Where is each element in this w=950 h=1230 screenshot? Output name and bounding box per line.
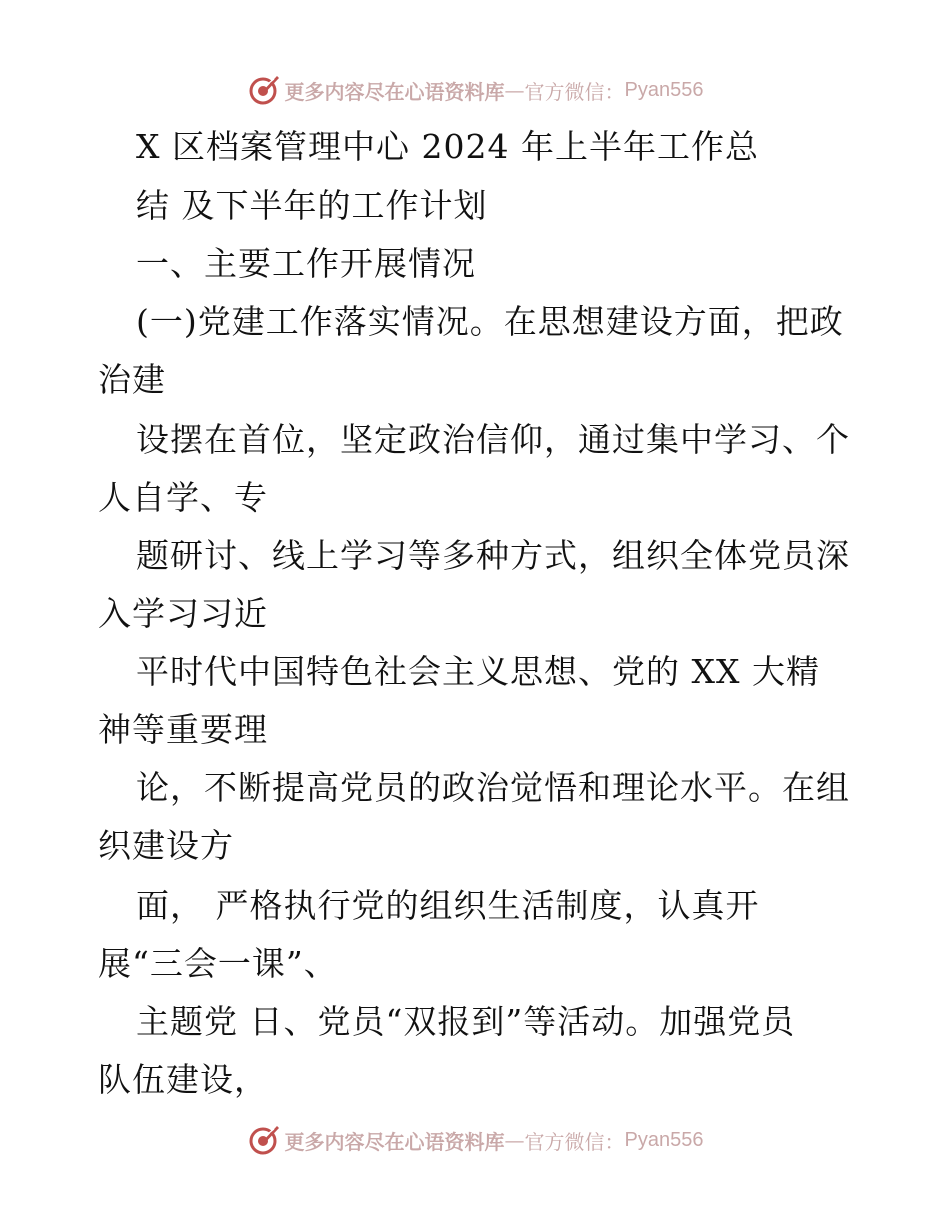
banner-brand: 更多内容尽在心语资料库 bbox=[284, 1129, 505, 1154]
paragraph-line: 主题党 日、党员“双报到”等活动。加强党员 bbox=[136, 1002, 796, 1041]
paragraph-line: 平时代中国特色社会主义思想、党的 XX 大精 bbox=[136, 652, 820, 691]
banner-wechat-handle: Pyan556 bbox=[624, 78, 704, 101]
paragraph-line: 题研讨、线上学习等多种方式，组织全体党员深 bbox=[136, 536, 850, 575]
paragraph-line: 神等重要理 bbox=[98, 710, 268, 749]
banner-wechat-handle: Pyan556 bbox=[624, 1128, 704, 1151]
paragraph-line: 治建 bbox=[98, 360, 166, 399]
paragraph-line: 人自学、专 bbox=[98, 478, 268, 517]
paragraph-line: 面， 严格执行党的组织生活制度，认真开 bbox=[136, 886, 760, 925]
title-line-2: 结 及下半年的工作计划 bbox=[136, 186, 488, 225]
banner-official-label: 官方微信： bbox=[524, 1129, 625, 1154]
paragraph-line: 织建设方 bbox=[98, 826, 234, 865]
paragraph-line: 入学习习近 bbox=[98, 594, 268, 633]
banner-separator: — bbox=[504, 1128, 525, 1152]
paragraph-line: 设摆在首位，坚定政治信仰，通过集中学习、个 bbox=[136, 420, 850, 459]
quill-logo-icon bbox=[247, 1123, 281, 1157]
banner-brand: 更多内容尽在心语资料库 bbox=[284, 79, 505, 104]
paragraph-line: 展“三会一课”、 bbox=[98, 944, 338, 983]
paragraph-line: (一)党建工作落实情况。在思想建设方面，把政 bbox=[136, 302, 844, 341]
paragraph-line: 论，不断提高党员的政治觉悟和理论水平。在组 bbox=[136, 768, 850, 807]
section-heading: 一、主要工作开展情况 bbox=[136, 244, 476, 283]
banner-separator: — bbox=[504, 78, 525, 102]
banner-official-label: 官方微信： bbox=[524, 79, 625, 104]
title-line-1: X 区档案管理中心 2024 年上半年工作总 bbox=[136, 127, 759, 166]
bottom-banner bbox=[0, 1120, 950, 1160]
paragraph-line: 队伍建设， bbox=[98, 1060, 268, 1099]
